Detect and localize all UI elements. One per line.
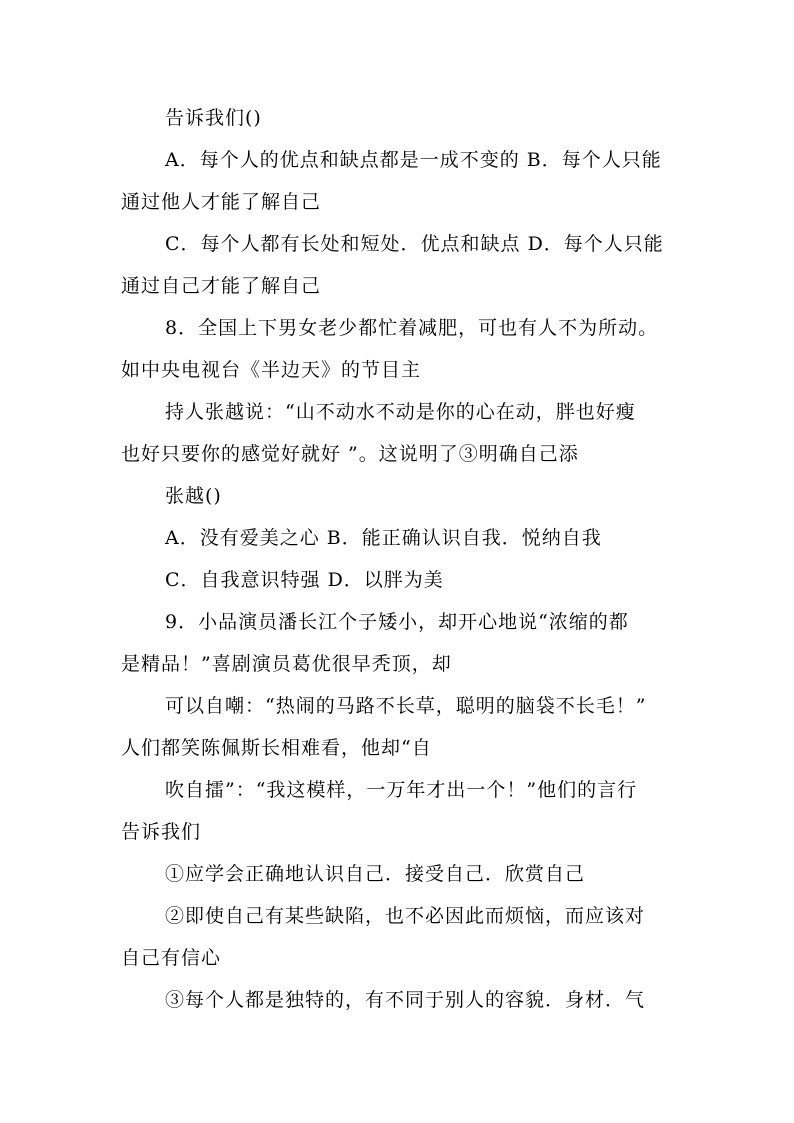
text-line-statement-2: ②即使自己有某些缺陷，也不必因此而烦恼，而应该对: [165, 905, 646, 927]
text-line-question-stem: 告诉我们(): [165, 107, 262, 129]
text-line-question-8-cont: 如中央电视台《半边天》的节目主: [121, 359, 422, 381]
text-line-question-8-quote: 持人张越说：“山不动水不动是你的心在动，胖也好瘦: [165, 401, 636, 423]
text-line-option-d-cont: 通过自己才能了解自己: [121, 275, 322, 297]
text-line-question-8-quote-cont: 也好只要你的感觉好就好 ”。这说明了③明确自己添: [121, 443, 579, 465]
text-line-question-8-option-cd: C．自我意识特强 D．以胖为美: [165, 569, 444, 591]
text-line-question-9: 9．小品演员潘长江个子矮小，却开心地说“浓缩的都: [165, 611, 629, 633]
text-line-statement-1: ①应学会正确地认识自己．接受自己．欣赏自己: [165, 863, 586, 885]
text-line-question-8-stem-end: 张越(): [165, 485, 222, 507]
text-line-question-9-quote-2: 吹自擂”：“我这模样，一万年才出一个！”他们的言行: [165, 779, 638, 801]
text-line-option-ab: A．每个人的优点和缺点都是一成不变的 B．每个人只能: [165, 149, 662, 171]
text-line-option-cd: C．每个人都有长处和短处．优点和缺点 D．每个人只能: [165, 233, 664, 255]
text-line-question-9-stem-end: 告诉我们: [121, 821, 202, 843]
text-line-statement-3: ③每个人都是独特的，有不同于别人的容貌．身材．气: [165, 989, 646, 1011]
text-line-question-8: 8．全国上下男女老少都忙着减肥，可也有人不为所动。: [165, 317, 659, 339]
text-line-statement-2-cont: 自己有信心: [121, 947, 222, 969]
text-line-question-9-quote-cont: 人们都笑陈佩斯长相难看，他却“自: [121, 737, 432, 759]
text-line-question-8-option-ab: A．没有爱美之心 B．能正确认识自我．悦纳自我: [165, 527, 602, 549]
text-line-question-9-quote: 可以自嘲：“热闹的马路不长草，聪明的脑袋不长毛！”: [165, 695, 647, 717]
text-line-option-b-cont: 通过他人才能了解自己: [121, 191, 322, 213]
text-line-question-9-cont: 是精品！”喜剧演员葛优很早秃顶，却: [121, 653, 452, 675]
